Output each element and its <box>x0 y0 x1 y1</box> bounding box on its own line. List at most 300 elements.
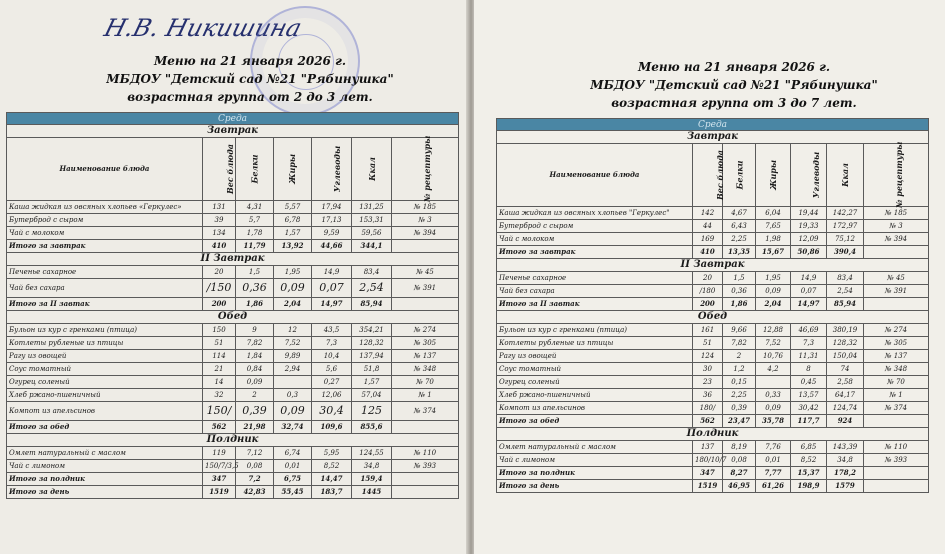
dish-kcal: 34,8 <box>827 454 864 467</box>
dish-carbs: 5,6 <box>312 363 352 376</box>
total-kcal: 855,6 <box>352 421 392 434</box>
section-total-row <box>497 415 929 428</box>
section-total-row <box>7 421 459 434</box>
day-total-kcal: 1445 <box>352 486 392 499</box>
dish-weight: 150/7/3,5 <box>203 460 236 473</box>
dish-carbs: 12,09 <box>791 233 827 246</box>
dish-fat: 6,78 <box>274 214 312 227</box>
dish-fat <box>274 376 312 389</box>
total-carbs: 44,66 <box>312 240 352 253</box>
dish-weight: 137 <box>693 441 723 454</box>
dish-carbs: 12,06 <box>312 389 352 402</box>
total-label: Итого за завтрак <box>497 246 693 259</box>
dish-carbs: 7,3 <box>312 337 352 350</box>
dish-row <box>497 363 929 376</box>
dish-name: Огурец соленый <box>7 376 203 389</box>
dish-weight: 180/ <box>693 402 723 415</box>
dish-protein: 1,5 <box>236 266 274 279</box>
section-total-row <box>7 298 459 311</box>
total-label: Итого за полдник <box>497 467 693 480</box>
total-recipe <box>392 298 459 311</box>
dish-carbs: 10,4 <box>312 350 352 363</box>
dish-kcal: 74 <box>827 363 864 376</box>
dish-row <box>7 460 459 473</box>
dish-row <box>7 214 459 227</box>
dish-fat: 9,89 <box>274 350 312 363</box>
column-header-label: Ккал <box>366 156 377 181</box>
section-title-row <box>7 311 459 324</box>
dish-fat: 0,09 <box>756 285 791 298</box>
dish-fat: 0,01 <box>274 460 312 473</box>
dish-row <box>7 227 459 240</box>
column-header-recipe <box>864 141 929 208</box>
dish-name: Каша жидкая из овсяных хлопьев «Геркулес» <box>7 201 203 214</box>
dish-protein: 0,36 <box>236 279 274 298</box>
dish-weight: /180 <box>693 285 723 298</box>
dish-name: Рагу из овощей <box>7 350 203 363</box>
dish-recipe: № 70 <box>392 376 459 389</box>
dish-carbs: 19,33 <box>791 220 827 233</box>
day-total-protein: 46,95 <box>723 480 756 493</box>
dish-fat: 0,01 <box>756 454 791 467</box>
dish-name: Соус томатный <box>497 363 693 376</box>
dish-recipe: № 374 <box>392 402 459 421</box>
total-weight: 347 <box>693 467 723 480</box>
column-header-kcal <box>827 144 864 207</box>
section-title: Обед <box>497 311 929 324</box>
total-fat: 6,75 <box>274 473 312 486</box>
dish-kcal: 128,32 <box>827 337 864 350</box>
column-header-fat <box>756 144 791 207</box>
dish-carbs: 7,3 <box>791 337 827 350</box>
dish-recipe: № 45 <box>864 272 929 285</box>
total-fat: 35,78 <box>756 415 791 428</box>
total-carbs: 15,37 <box>791 467 827 480</box>
dish-recipe: № 374 <box>864 402 929 415</box>
dish-weight: 180/10/7 <box>693 454 723 467</box>
dish-recipe: № 70 <box>864 376 929 389</box>
day-total-label: Итого за день <box>7 486 203 499</box>
dish-carbs: 43,5 <box>312 324 352 337</box>
dish-carbs: 0,07 <box>312 279 352 298</box>
dish-kcal: 124,55 <box>352 447 392 460</box>
dish-name: Бутерброд с сыром <box>497 220 693 233</box>
dish-carbs: 6,85 <box>791 441 827 454</box>
section-total-row <box>497 298 929 311</box>
total-label: Итого за II завтак <box>7 298 203 311</box>
dish-protein: 4,67 <box>723 207 756 220</box>
section-title: Обед <box>7 311 459 324</box>
total-carbs: 117,7 <box>791 415 827 428</box>
dish-recipe: № 1 <box>864 389 929 402</box>
dish-weight: 44 <box>693 220 723 233</box>
dish-name: Чай без сахара <box>7 279 203 298</box>
column-header-label: Белки <box>734 159 745 190</box>
total-weight: 410 <box>203 240 236 253</box>
day-total-recipe <box>864 480 929 493</box>
dish-protein: 0,39 <box>236 402 274 421</box>
dish-kcal: 128,32 <box>352 337 392 350</box>
left-header <box>80 52 420 106</box>
dish-name: Чай с молоком <box>7 227 203 240</box>
section-title: Полдник <box>7 434 459 447</box>
total-protein: 8,27 <box>723 467 756 480</box>
dish-carbs: 11,31 <box>791 350 827 363</box>
dish-recipe: № 394 <box>392 227 459 240</box>
section-title: II Завтрак <box>497 259 929 272</box>
dish-protein: 1,2 <box>723 363 756 376</box>
dish-name: Бутерброд с сыром <box>7 214 203 227</box>
day-total-kcal: 1579 <box>827 480 864 493</box>
dish-fat: 7,65 <box>756 220 791 233</box>
dish-kcal: 125 <box>352 402 392 421</box>
dish-carbs: 0,07 <box>791 285 827 298</box>
total-protein: 23,47 <box>723 415 756 428</box>
dish-name: Рагу из овощей <box>497 350 693 363</box>
dish-protein: 0,08 <box>236 460 274 473</box>
dish-kcal: 83,4 <box>827 272 864 285</box>
total-label: Итого за обед <box>497 415 693 428</box>
total-kcal: 85,94 <box>352 298 392 311</box>
dish-weight: 134 <box>203 227 236 240</box>
dish-kcal: 51,8 <box>352 363 392 376</box>
total-carbs: 50,86 <box>791 246 827 259</box>
dish-kcal: 153,31 <box>352 214 392 227</box>
dish-kcal: 380,19 <box>827 324 864 337</box>
dish-recipe: № 137 <box>864 350 929 363</box>
total-kcal: 344,1 <box>352 240 392 253</box>
dish-row <box>497 220 929 233</box>
column-header-kcal <box>352 138 392 201</box>
dish-recipe: № 137 <box>392 350 459 363</box>
menu-date-title: Меню на 21 января 2026 г. <box>637 60 831 74</box>
column-header-weight <box>693 144 723 207</box>
column-header-label: № рецептуры <box>422 135 433 202</box>
column-header-label: Ккал <box>839 162 850 187</box>
column-header-row <box>497 144 929 207</box>
dish-recipe: № 274 <box>864 324 929 337</box>
dish-carbs: 8,52 <box>312 460 352 473</box>
dish-fat: 2,94 <box>274 363 312 376</box>
total-carbs: 14,47 <box>312 473 352 486</box>
dish-name: Компот из апельсинов <box>497 402 693 415</box>
column-header-recipe <box>392 135 459 202</box>
column-header-label: Вес блюда <box>714 149 725 200</box>
day-total-weight: 1519 <box>203 486 236 499</box>
column-header-protein <box>236 138 274 201</box>
dish-kcal: 64,17 <box>827 389 864 402</box>
total-weight: 200 <box>693 298 723 311</box>
column-header-carbs <box>312 138 352 201</box>
dish-fat: 1,95 <box>756 272 791 285</box>
dish-weight: 51 <box>693 337 723 350</box>
column-header-label: Вес блюда <box>224 143 235 194</box>
dish-recipe: № 348 <box>392 363 459 376</box>
section-total-row <box>497 467 929 480</box>
dish-carbs: 46,69 <box>791 324 827 337</box>
total-protein: 21,98 <box>236 421 274 434</box>
total-kcal: 390,4 <box>827 246 864 259</box>
dish-recipe: № 185 <box>392 201 459 214</box>
dish-kcal: 131,25 <box>352 201 392 214</box>
dish-name: Котлеты рубленые из птицы <box>497 337 693 350</box>
dish-weight: 20 <box>693 272 723 285</box>
menu-date-title: Меню на 21 января 2026 г. <box>153 54 347 68</box>
dish-kcal: 34,8 <box>352 460 392 473</box>
total-protein: 13,35 <box>723 246 756 259</box>
signature: Н.В. Никишина <box>101 14 305 42</box>
dish-carbs: 5,95 <box>312 447 352 460</box>
total-weight: 200 <box>203 298 236 311</box>
dish-recipe: № 305 <box>392 337 459 350</box>
dish-name: Чай с молоком <box>497 233 693 246</box>
dish-weight: 39 <box>203 214 236 227</box>
dish-fat: 0,09 <box>274 402 312 421</box>
dish-protein: 0,09 <box>236 376 274 389</box>
left-menu-table <box>6 112 459 499</box>
dish-row <box>7 279 459 298</box>
column-header-label: № рецептуры <box>894 141 905 208</box>
dish-row <box>7 389 459 402</box>
section-title-row <box>497 311 929 324</box>
day-total-row <box>497 480 929 493</box>
section-title: II Завтрак <box>7 253 459 266</box>
dish-kcal: 172,97 <box>827 220 864 233</box>
dish-fat: 6,04 <box>756 207 791 220</box>
dish-weight: 30 <box>693 363 723 376</box>
dish-recipe: № 45 <box>392 266 459 279</box>
dish-weight: /150 <box>203 279 236 298</box>
total-fat: 15,67 <box>756 246 791 259</box>
dish-fat: 6,74 <box>274 447 312 460</box>
total-carbs: 109,6 <box>312 421 352 434</box>
total-recipe <box>864 298 929 311</box>
dish-recipe: № 391 <box>864 285 929 298</box>
column-header-name: Наименование блюда <box>7 138 203 201</box>
dish-protein: 9 <box>236 324 274 337</box>
dish-carbs: 0,45 <box>791 376 827 389</box>
dish-fat: 5,57 <box>274 201 312 214</box>
section-title: Завтрак <box>497 131 929 144</box>
dish-recipe: № 185 <box>864 207 929 220</box>
day-row <box>7 113 459 125</box>
dish-name: Каша жидкая из овсяных хлопьев "Геркулес" <box>497 207 693 220</box>
dish-fat: 1,98 <box>756 233 791 246</box>
institution-name: МБДОУ "Детский сад №21 "Рябинушка" <box>590 78 878 92</box>
dish-row <box>7 201 459 214</box>
dish-protein: 0,39 <box>723 402 756 415</box>
dish-protein: 6,43 <box>723 220 756 233</box>
dish-protein: 7,12 <box>236 447 274 460</box>
left-menu-page <box>0 0 468 554</box>
right-header <box>584 58 884 112</box>
total-recipe <box>864 467 929 480</box>
total-protein: 11,79 <box>236 240 274 253</box>
total-label: Итого за обед <box>7 421 203 434</box>
dish-row <box>497 285 929 298</box>
dish-row <box>7 363 459 376</box>
dish-kcal: 137,94 <box>352 350 392 363</box>
dish-row <box>7 447 459 460</box>
column-header-protein <box>723 144 756 207</box>
right-menu-page <box>474 0 945 554</box>
total-weight: 347 <box>203 473 236 486</box>
column-header-label: Углеводы <box>811 151 822 198</box>
section-total-row <box>497 246 929 259</box>
dish-recipe: № 110 <box>864 441 929 454</box>
dish-weight: 32 <box>203 389 236 402</box>
dish-kcal: 150,04 <box>827 350 864 363</box>
day-name: Среда <box>7 113 459 125</box>
dish-name: Котлеты рубленые из птицы <box>7 337 203 350</box>
column-header-fat <box>274 138 312 201</box>
dish-carbs: 14,9 <box>791 272 827 285</box>
dish-fat: 10,76 <box>756 350 791 363</box>
dish-carbs: 8,52 <box>791 454 827 467</box>
total-protein: 7,2 <box>236 473 274 486</box>
dish-protein: 5,7 <box>236 214 274 227</box>
dish-row <box>497 454 929 467</box>
dish-recipe: № 348 <box>864 363 929 376</box>
dish-name: Чай с лимоном <box>7 460 203 473</box>
total-carbs: 14,97 <box>312 298 352 311</box>
section-title-row <box>497 428 929 441</box>
dish-row <box>7 337 459 350</box>
dish-kcal: 2,58 <box>827 376 864 389</box>
dish-carbs: 8 <box>791 363 827 376</box>
dish-recipe: № 1 <box>392 389 459 402</box>
dish-weight: 124 <box>693 350 723 363</box>
dish-weight: 150/ <box>203 402 236 421</box>
total-carbs: 14,97 <box>791 298 827 311</box>
dish-kcal: 354,21 <box>352 324 392 337</box>
dish-carbs: 30,42 <box>791 402 827 415</box>
day-total-label: Итого за день <box>497 480 693 493</box>
dish-recipe: № 110 <box>392 447 459 460</box>
dish-recipe: № 391 <box>392 279 459 298</box>
dish-row <box>7 324 459 337</box>
dish-protein: 1,78 <box>236 227 274 240</box>
dish-fat: 0,09 <box>274 279 312 298</box>
day-total-carbs: 183,7 <box>312 486 352 499</box>
dish-fat: 1,57 <box>274 227 312 240</box>
dish-protein: 2 <box>236 389 274 402</box>
right-menu-table <box>496 118 929 493</box>
total-fat: 13,92 <box>274 240 312 253</box>
dish-row <box>497 389 929 402</box>
dish-fat: 0,3 <box>274 389 312 402</box>
dish-row <box>497 376 929 389</box>
column-header-label: Белки <box>249 153 260 184</box>
total-fat: 32,74 <box>274 421 312 434</box>
dish-recipe: № 274 <box>392 324 459 337</box>
dish-kcal: 142,27 <box>827 207 864 220</box>
total-kcal: 924 <box>827 415 864 428</box>
dish-carbs: 14,9 <box>312 266 352 279</box>
dish-protein: 4,31 <box>236 201 274 214</box>
section-total-row <box>7 240 459 253</box>
dish-fat: 0,33 <box>756 389 791 402</box>
total-weight: 562 <box>203 421 236 434</box>
total-fat: 7,77 <box>756 467 791 480</box>
dish-kcal: 2,54 <box>827 285 864 298</box>
dish-name: Чай без сахара <box>497 285 693 298</box>
dish-weight: 36 <box>693 389 723 402</box>
total-recipe <box>392 421 459 434</box>
total-label: Итого за полдник <box>7 473 203 486</box>
dish-recipe: № 393 <box>392 460 459 473</box>
dish-protein: 2,25 <box>723 233 756 246</box>
dish-name: Чай с лимоном <box>497 454 693 467</box>
section-title-row <box>7 434 459 447</box>
column-header-weight <box>203 138 236 201</box>
dish-protein: 2 <box>723 350 756 363</box>
dish-protein: 2,25 <box>723 389 756 402</box>
dish-recipe: № 393 <box>864 454 929 467</box>
age-group: возрастная группа от 3 до 7 лет. <box>611 96 857 110</box>
dish-kcal: 2,54 <box>352 279 392 298</box>
column-header-carbs <box>791 144 827 207</box>
dish-protein: 0,08 <box>723 454 756 467</box>
day-total-protein: 42,83 <box>236 486 274 499</box>
dish-weight: 131 <box>203 201 236 214</box>
dish-protein: 0,84 <box>236 363 274 376</box>
dish-kcal: 57,04 <box>352 389 392 402</box>
age-group: возрастная группа от 2 до 3 лет. <box>127 90 373 104</box>
day-total-fat: 61,26 <box>756 480 791 493</box>
total-fat: 2,04 <box>274 298 312 311</box>
total-kcal: 159,4 <box>352 473 392 486</box>
dish-kcal: 124,74 <box>827 402 864 415</box>
dish-fat: 12 <box>274 324 312 337</box>
dish-carbs: 17,94 <box>312 201 352 214</box>
dish-name: Хлеб ржано-пшеничный <box>7 389 203 402</box>
column-header-label: Углеводы <box>332 145 343 192</box>
dish-fat: 12,88 <box>756 324 791 337</box>
total-weight: 410 <box>693 246 723 259</box>
section-title-row <box>497 131 929 144</box>
section-title: Полдник <box>497 428 929 441</box>
total-kcal: 85,94 <box>827 298 864 311</box>
section-title: Завтрак <box>7 125 459 138</box>
column-header-row <box>7 138 459 201</box>
section-title-row <box>7 253 459 266</box>
dish-weight: 20 <box>203 266 236 279</box>
dish-row <box>497 233 929 246</box>
dish-fat: 0,09 <box>756 402 791 415</box>
dish-name: Соус томатный <box>7 363 203 376</box>
total-fat: 2,04 <box>756 298 791 311</box>
dish-weight: 14 <box>203 376 236 389</box>
dish-protein: 1,84 <box>236 350 274 363</box>
dish-protein: 0,15 <box>723 376 756 389</box>
section-title-row <box>7 125 459 138</box>
dish-name: Бульон из кур с гренками (птица) <box>7 324 203 337</box>
dish-weight: 169 <box>693 233 723 246</box>
total-protein: 1,86 <box>723 298 756 311</box>
dish-kcal: 143,39 <box>827 441 864 454</box>
total-protein: 1,86 <box>236 298 274 311</box>
dish-protein: 7,82 <box>236 337 274 350</box>
dish-carbs: 13,57 <box>791 389 827 402</box>
dish-row <box>497 441 929 454</box>
total-recipe <box>864 246 929 259</box>
dish-carbs: 19,44 <box>791 207 827 220</box>
dish-protein: 8,19 <box>723 441 756 454</box>
column-header-name: Наименование блюда <box>497 144 693 207</box>
total-kcal: 178,2 <box>827 467 864 480</box>
dish-fat: 4,2 <box>756 363 791 376</box>
